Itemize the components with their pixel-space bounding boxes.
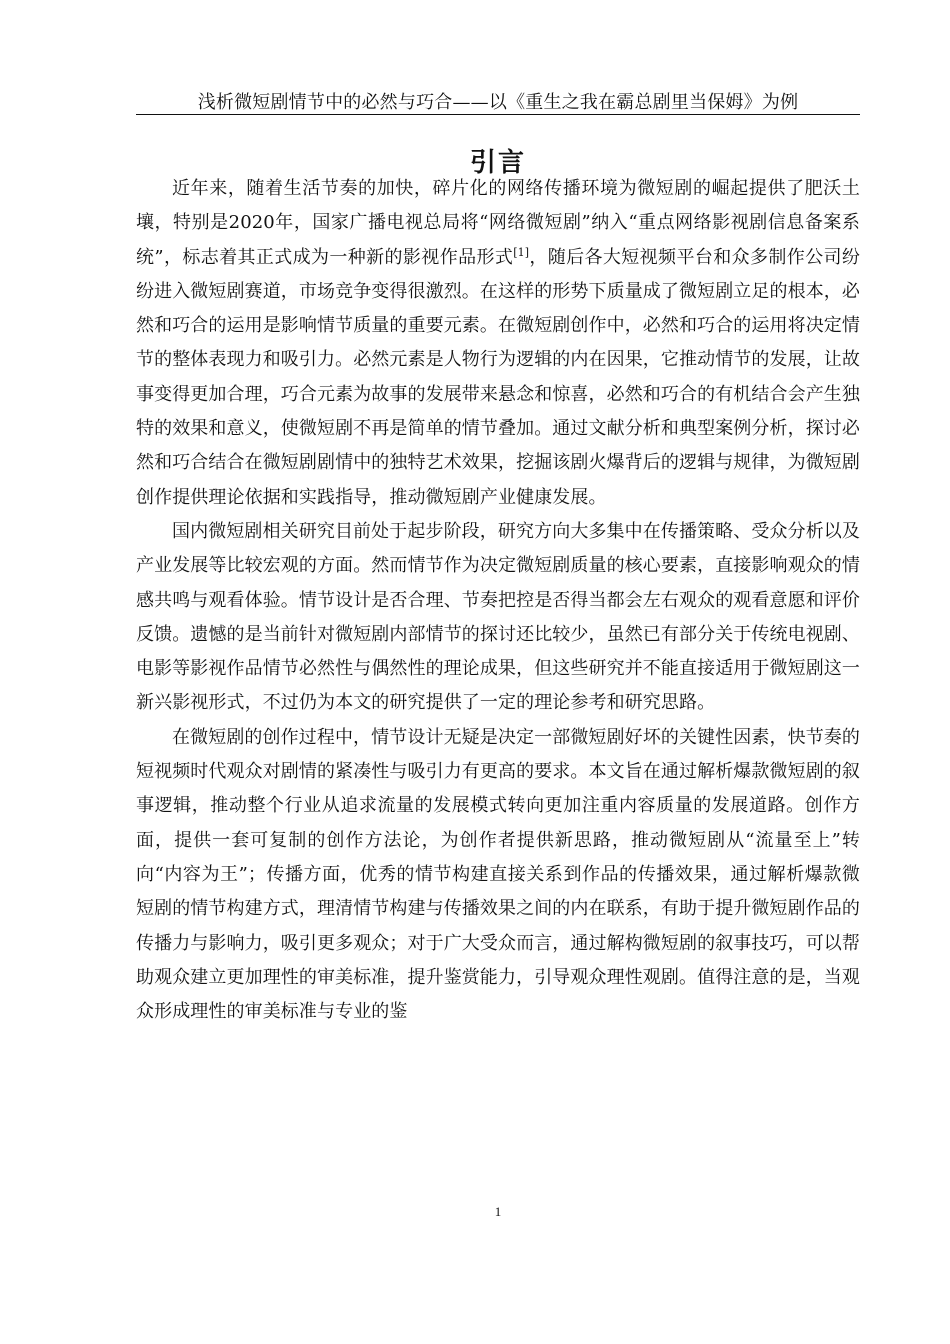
paragraph-1-text-b: ，随后各大短视频平台和众多制作公司纷纷进入微短剧赛道，市场竞争变得很激烈。在这样的形势下质量成了微短剧立足的根本，必然和巧合的运用是影响情节质量的重要元素。在微短剧创作中，必然和巧合的运用将决定情节的整体表现力和吸引力。必然元素是人物行为逻辑的内在因果，它推动情节的发展，让故事变得更加合理，巧合元素为故事的发展带来悬念和惊喜，必然和巧合的有机结合会产生独特的效果和意义，使微短剧不再是简单的情节叠加。通过文献分析和典型案例分析，探讨必然和巧合结合在微短剧剧情中的独特艺术效果，挖掘该剧火爆背后的逻辑与规律，为微短剧创作提供理论依据和实践指导，推动微短剧产业健康发展。: [136, 246, 860, 508]
page-number: 1: [494, 1204, 502, 1219]
section-title: 引言: [469, 148, 526, 178]
body-text: [136, 172, 860, 1029]
citation-marker: [1]: [513, 245, 530, 259]
paragraph-3: 在微短剧的创作过程中，情节设计无疑是决定一部微短剧好坏的关键性因素，快节奏的短视频时代观众对剧情的紧凑性与吸引力有更高的要求。本文旨在通过解析爆款微短剧的叙事逻辑，推动整个行业从追求流量的发展模式转向更加注重内容质量的发展道路。创作方面，提供一套可复制的创作方法论，为创作者提供新思路，推动微短剧从“流量至上”转向“内容为王”；传播方面，优秀的情节构建直接关系到作品的传播效果，通过解析爆款微短剧的情节构建方式，理清情节构建与传播效果之间的内在联系，有助于提升微短剧作品的传播力与影响力，吸引更多观众；对于广大受众而言，通过解构微短剧的叙事技巧，可以帮助观众建立更加理性的审美标准，提升鉴赏能力，引导观众理性观剧。值得注意的是，当观众形成理性的审美标准与专业的鉴: [136, 726, 860, 1023]
paragraph-1: [136, 172, 860, 515]
paragraph-2: 国内微短剧相关研究目前处于起步阶段，研究方向大多集中在传播策略、受众分析以及产业发展等比较宏观的方面。然而情节作为决定微短剧质量的核心要素，直接影响观众的情感共鸣与观看体验。情节设计是否合理、节奏把控是否得当都会左右观众的观看意愿和评价反馈。遗憾的是当前针对微短剧内部情节的探讨还比较少，虽然已有部分关于传统电视剧、电影等影视作品情节必然性与偶然性的理论成果，但这些研究并不能直接适用于微短剧这一新兴影视形式，不过仍为本文的研究提供了一定的理论参考和研究思路。: [136, 520, 860, 714]
paragraph-1-text-a: 近年来，随着生活节奏的加快，碎片化的网络传播环境为微短剧的崛起提供了肥沃土壤，特别是2020年，国家广播电视总局将“网络微短剧”纳入“重点网络影视剧信息备案系统”，标志着其正式成为一种新的影视作品形式: [136, 178, 860, 268]
running-header: 浅析微短剧情节中的必然与巧合——以《重生之我在霸总剧里当保姆》为例: [197, 92, 799, 113]
header-rule: [136, 114, 860, 115]
